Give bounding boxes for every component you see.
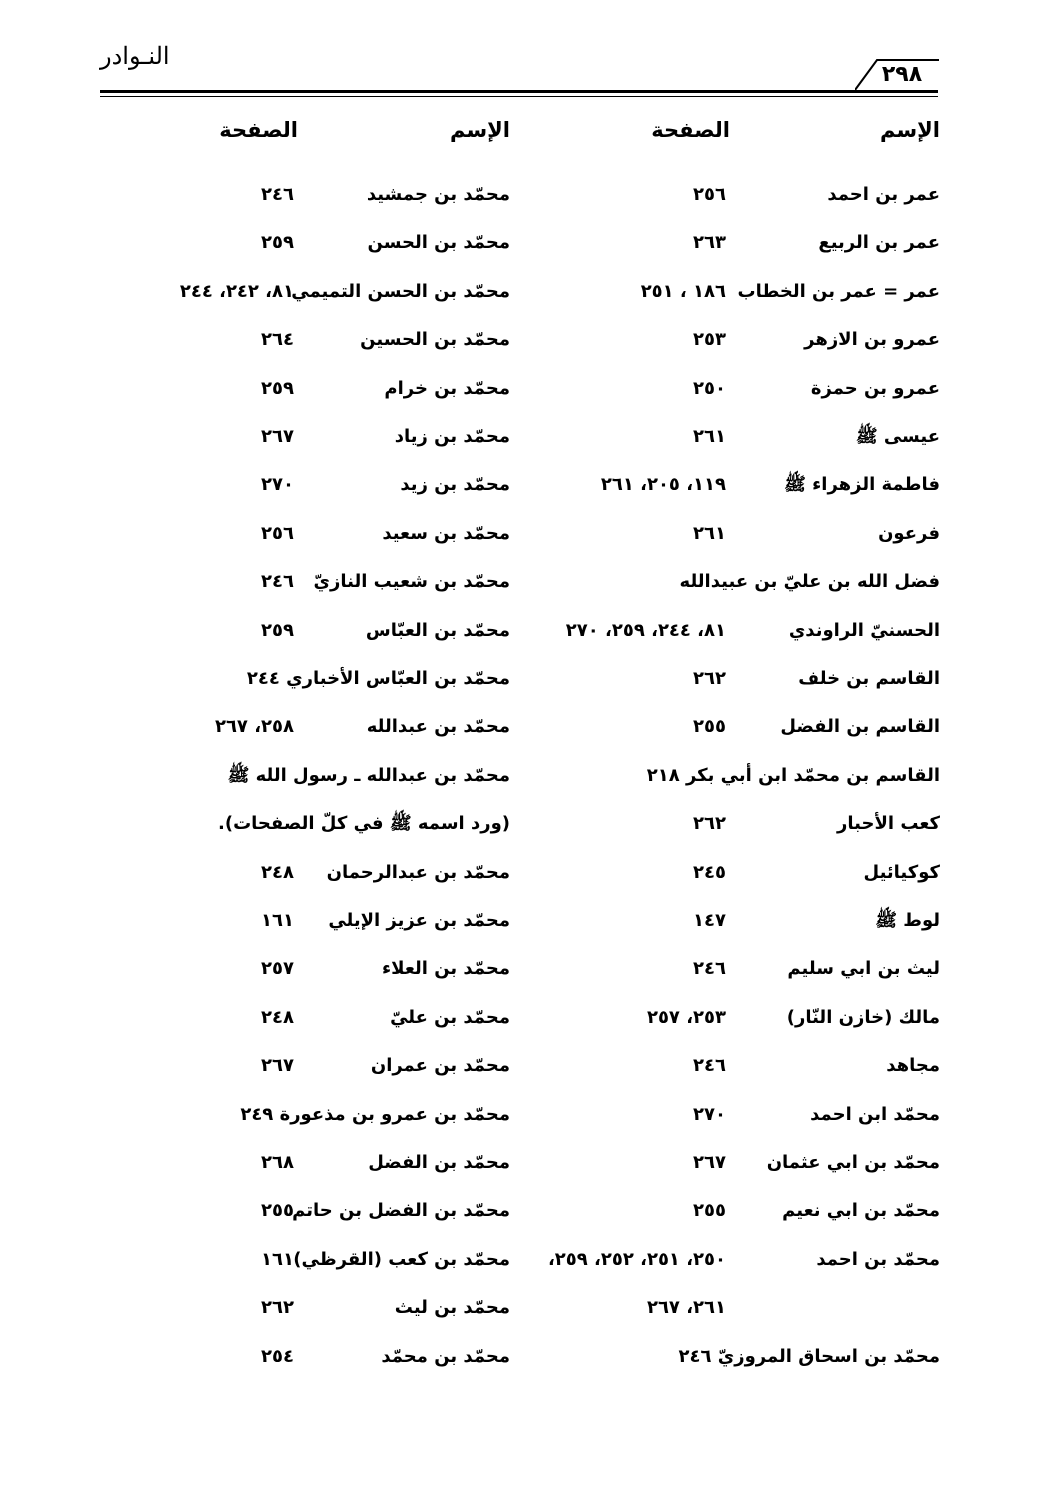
entry-name: محمّد بن عليّ — [390, 1006, 510, 1028]
entry-name: عمرو بن حمزة — [810, 377, 940, 399]
index-entry — [530, 664, 940, 694]
index-entry — [170, 567, 510, 597]
entry-name: عيسى ﷺ — [855, 426, 940, 447]
entry-name: محمّد بن عبدالله — [366, 716, 510, 738]
index-entry — [530, 422, 940, 452]
index-entry — [170, 470, 510, 500]
entry-name: محمّد بن العبّاس الأخباري ٢٤٤ — [246, 668, 510, 689]
index-entry — [530, 954, 940, 984]
index-entry — [530, 228, 940, 258]
entry-pages: ٢٦٧ — [261, 426, 294, 447]
entry-name: مالك (خازن النّار) — [786, 1006, 940, 1028]
entry-pages: ٢٤٦ — [693, 1055, 726, 1077]
index-entry — [170, 954, 510, 984]
entry-pages: ٢٧٠ — [693, 1103, 726, 1125]
index-entry — [530, 1293, 940, 1323]
index-entry — [170, 809, 510, 839]
entry-pages: ٢٥٥ — [693, 716, 726, 738]
entry-name: عمر بن احمد — [827, 184, 940, 205]
entry-name: محمّد بن عمرو بن مذعورة ٢٤٩ — [240, 1103, 510, 1125]
index-entry — [170, 1003, 510, 1033]
index-entry — [170, 664, 510, 694]
entry-pages: ٢٦١ — [693, 426, 726, 447]
entry-name: محمّد بن عزيز الإيلي — [328, 910, 510, 931]
entry-pages: ٢٥٩ — [261, 232, 294, 254]
index-entry — [530, 616, 940, 646]
index-entry — [170, 519, 510, 549]
entry-name: مجاهد — [886, 1055, 940, 1077]
entry-pages: ٢٤٥ — [693, 861, 726, 883]
index-entry — [170, 277, 510, 307]
index-entry — [530, 567, 940, 597]
entry-name: محمّد بن محمّد — [381, 1345, 510, 1367]
entry-name: محمّد بن الحسين — [360, 329, 510, 351]
index-entry — [530, 325, 940, 355]
index-entry — [170, 1196, 510, 1226]
column-header-page: الصفحة — [651, 118, 730, 142]
entry-pages: ٢٥٠ — [693, 377, 726, 399]
entry-pages: ١٦١ — [261, 1248, 294, 1270]
entry-pages: ٢٥٧ — [261, 958, 294, 980]
entry-name: محمّد بن ابي عثمان — [766, 1152, 940, 1173]
index-entry — [530, 1100, 940, 1130]
entry-pages: ٢٤٦ — [261, 571, 294, 593]
index-entry — [530, 809, 940, 839]
index-entry — [170, 1051, 510, 1081]
entry-pages: ٢٤٦ — [261, 184, 294, 205]
entry-name: محمّد بن عبدالرحمان — [326, 861, 510, 883]
index-entry — [170, 325, 510, 355]
index-entry — [530, 1196, 940, 1226]
entry-pages: ٢٥٤ — [261, 1345, 294, 1367]
index-entry — [530, 1148, 940, 1178]
entry-pages: ٢٥٥ — [693, 1200, 726, 1222]
entry-name: فرعون — [878, 522, 940, 544]
index-entry — [530, 277, 940, 307]
entry-pages: ٢٦٤ — [261, 329, 294, 351]
index-entry — [530, 180, 940, 210]
entry-pages: ٢٧٠ — [261, 474, 294, 496]
entry-name: محمّد بن الفضل — [368, 1152, 510, 1173]
index-entry — [170, 616, 510, 646]
index-entry — [170, 180, 510, 210]
entry-name: القاسم بن خلف — [798, 668, 940, 689]
entry-name: لوط ﷺ — [875, 910, 940, 931]
entry-pages: ٢٦٢ — [261, 1297, 294, 1319]
entry-name: محمّد بن احمد — [816, 1248, 940, 1270]
index-entry — [530, 761, 940, 791]
header-rule — [100, 90, 938, 93]
entry-name: محمّد بن جمشيد — [366, 184, 510, 205]
entry-pages: ٢٦٣ — [693, 232, 726, 254]
entry-pages: ٢٥٩ — [261, 619, 294, 641]
entry-name: عمر بن الربيع — [818, 232, 940, 254]
index-entry — [170, 1293, 510, 1323]
entry-pages: ٢٥٣، ٢٥٧ — [646, 1006, 726, 1028]
index-entry — [530, 906, 940, 936]
index-entry — [530, 858, 940, 888]
index-entry — [170, 712, 510, 742]
entry-name: كوكيائيل — [863, 861, 940, 883]
entry-name: الحسنيّ الراوندي — [788, 619, 940, 641]
column-header-page: الصفحة — [219, 118, 298, 142]
entry-name: القاسم بن الفضل — [780, 716, 940, 738]
page-number: ٢٩٨ — [881, 62, 923, 87]
index-entry — [530, 470, 940, 500]
entry-pages: ٢٥٠، ٢٥١، ٢٥٢، ٢٥٩، — [547, 1248, 726, 1270]
header-rule-thin — [100, 96, 938, 97]
entry-name: محمّد بن الحسن — [367, 232, 510, 254]
index-entry — [530, 1051, 940, 1081]
entry-pages: ٢٥٦ — [261, 522, 294, 544]
index-entry — [170, 858, 510, 888]
entry-name: محمّد بن ليث — [394, 1297, 510, 1319]
entry-name: محمّد بن ابي نعيم — [782, 1200, 940, 1222]
entry-name: كعب الأحبار — [837, 813, 940, 835]
entry-name: محمّد بن اسحاق المروزيّ ٢٤٦ — [678, 1345, 940, 1367]
index-entry — [170, 761, 510, 791]
index-entry — [170, 422, 510, 452]
entry-pages: ٢٦٢ — [693, 813, 726, 835]
entry-name: عمرو بن الازهر — [804, 329, 940, 351]
entry-name: محمّد بن عبدالله ـ رسول الله ﷺ — [227, 764, 510, 786]
entry-pages: ١٤٧ — [693, 910, 726, 931]
entry-pages: ٢٤٦ — [693, 958, 726, 980]
entry-pages: ٢٦٨ — [261, 1152, 294, 1173]
index-entry — [530, 1342, 940, 1372]
column-header-name: الإسم — [880, 118, 940, 142]
entry-pages: ٨١، ٢٤٢، ٢٤٤ — [179, 280, 294, 302]
entry-name: محمّد بن الحسن التميمي — [291, 280, 510, 302]
index-entry — [530, 519, 940, 549]
entry-pages: ٢٥٣ — [693, 329, 726, 351]
entry-name: فضل الله بن عليّ بن عبيدالله — [679, 571, 940, 593]
entry-pages: ١٨٦ ، ٢٥١ — [640, 280, 726, 302]
entry-pages: ٢٦١ — [693, 522, 726, 544]
entry-pages: ٢٦٧ — [693, 1152, 726, 1173]
entry-pages: ٢٥٥ — [261, 1200, 294, 1222]
entry-name: محمّد بن زيد — [400, 474, 510, 496]
entry-pages: ٨١، ٢٤٤، ٢٥٩، ٢٧٠ — [565, 619, 726, 641]
entry-name: محمّد بن العلاء — [381, 958, 510, 980]
index-entry — [170, 906, 510, 936]
entry-pages: ٢٥٦ — [693, 184, 726, 205]
index-entry — [170, 374, 510, 404]
entry-pages: ٢٦٧ — [261, 1055, 294, 1077]
index-entry — [530, 1003, 940, 1033]
entry-name: القاسم بن محمّد ابن أبي بكر ٢١٨ — [646, 764, 940, 786]
running-title: النـوادر — [100, 42, 170, 70]
entry-pages: ١٦١ — [261, 910, 294, 931]
entry-name: محمّد بن كعب (القرظي) — [293, 1248, 510, 1270]
entry-name: ليث بن ابي سليم — [787, 958, 940, 980]
entry-name: محمّد بن خرام — [384, 377, 510, 399]
index-entry — [170, 1100, 510, 1130]
entry-name: (ورد اسمه ﷺ في كلّ الصفحات). — [218, 813, 510, 835]
index-entry — [170, 1148, 510, 1178]
entry-pages: ٢٦٢ — [693, 668, 726, 689]
entry-name: محمّد بن سعيد — [382, 522, 510, 544]
entry-name: عمر = عمر بن الخطاب — [737, 280, 940, 302]
entry-name: محمّد بن شعيب النازيّ — [313, 571, 510, 593]
index-entry — [170, 228, 510, 258]
entry-pages: ١١٩، ٢٠٥، ٢٦١ — [600, 474, 726, 496]
entry-name: محمّد بن عمران — [370, 1055, 510, 1077]
index-entry — [170, 1342, 510, 1372]
entry-pages: ٢٥٨، ٢٦٧ — [214, 716, 294, 738]
entry-pages: ٢٦١، ٢٦٧ — [646, 1297, 726, 1319]
entry-pages: ٢٤٨ — [261, 861, 294, 883]
index-entry — [530, 374, 940, 404]
entry-name: محمّد بن العبّاس — [365, 619, 510, 641]
index-entry — [530, 1245, 940, 1275]
index-entry — [530, 712, 940, 742]
entry-name: محمّد ابن احمد — [810, 1103, 940, 1125]
column-header-name: الإسم — [450, 118, 510, 142]
entry-name: محمّد بن الفضل بن حاتم — [292, 1200, 510, 1222]
entry-name: فاطمة الزهراء ﷺ — [784, 474, 940, 496]
index-entry — [170, 1245, 510, 1275]
entry-pages: ٢٥٩ — [261, 377, 294, 399]
entry-pages: ٢٤٨ — [261, 1006, 294, 1028]
entry-name: محمّد بن زياد — [394, 426, 510, 447]
